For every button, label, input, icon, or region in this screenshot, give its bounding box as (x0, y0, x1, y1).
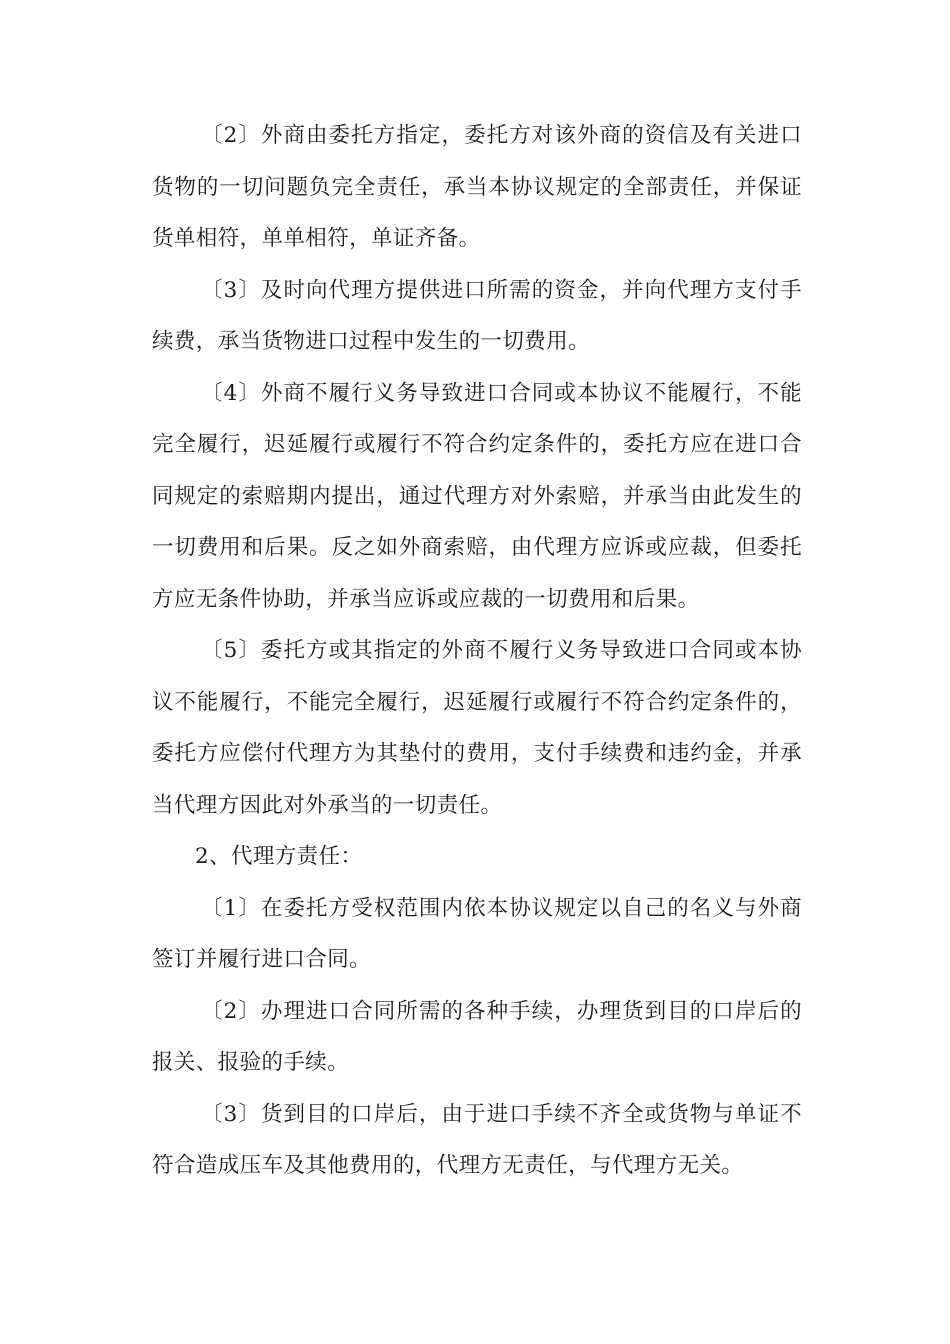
paragraph-client-item-4: 〔4〕外商不履行义务导致进口合同或本协议不能履行，不能完全履行，迟延履行或履行不符合约定条件的，委托方应在进口合同规定的索赔期内提出，通过代理方对外索赔，并承当由此发生的一切费用和后果。反之如外商索赔，由代理方应诉或应裁，但委托方应无条件协助，并承当应诉或应裁的一切费用和后果。 (152, 380, 802, 612)
paragraph-agent-item-3: 〔3〕货到目的口岸后，由于进口手续不齐全或货物与单证不符合造成压车及其他费用的，代理方无责任，与代理方无关。 (152, 1101, 802, 1178)
paragraph-client-item-5: 〔5〕委托方或其指定的外商不履行义务导致进口合同或本协议不能履行，不能完全履行，迟延履行或履行不符合约定条件的，委托方应偿付代理方为其垫付的费用，支付手续费和违约金，并承当代理方因此对外承当的一切责任。 (152, 638, 802, 818)
paragraph-agent-item-2: 〔2〕办理进口合同所需的各种手续，办理货到目的口岸后的报关、报验的手续。 (152, 998, 802, 1075)
paragraph-client-item-2: 〔2〕外商由委托方指定，委托方对该外商的资信及有关进口货物的一切问题负完全责任，承当本协议规定的全部责任，并保证货单相符，单单相符，单证齐备。 (152, 123, 802, 251)
document-page (152, 110, 802, 1192)
paragraph-agent-item-1: 〔1〕在委托方受权范围内依本协议规定以自己的名义与外商签订并履行进口合同。 (152, 895, 802, 972)
section-heading-agent-responsibility: 2、代理方责任： (195, 844, 363, 869)
paragraph-client-item-3: 〔3〕及时向代理方提供进口所需的资金，并向代理方支付手续费，承当货物进口过程中发生的一切费用。 (152, 277, 802, 354)
